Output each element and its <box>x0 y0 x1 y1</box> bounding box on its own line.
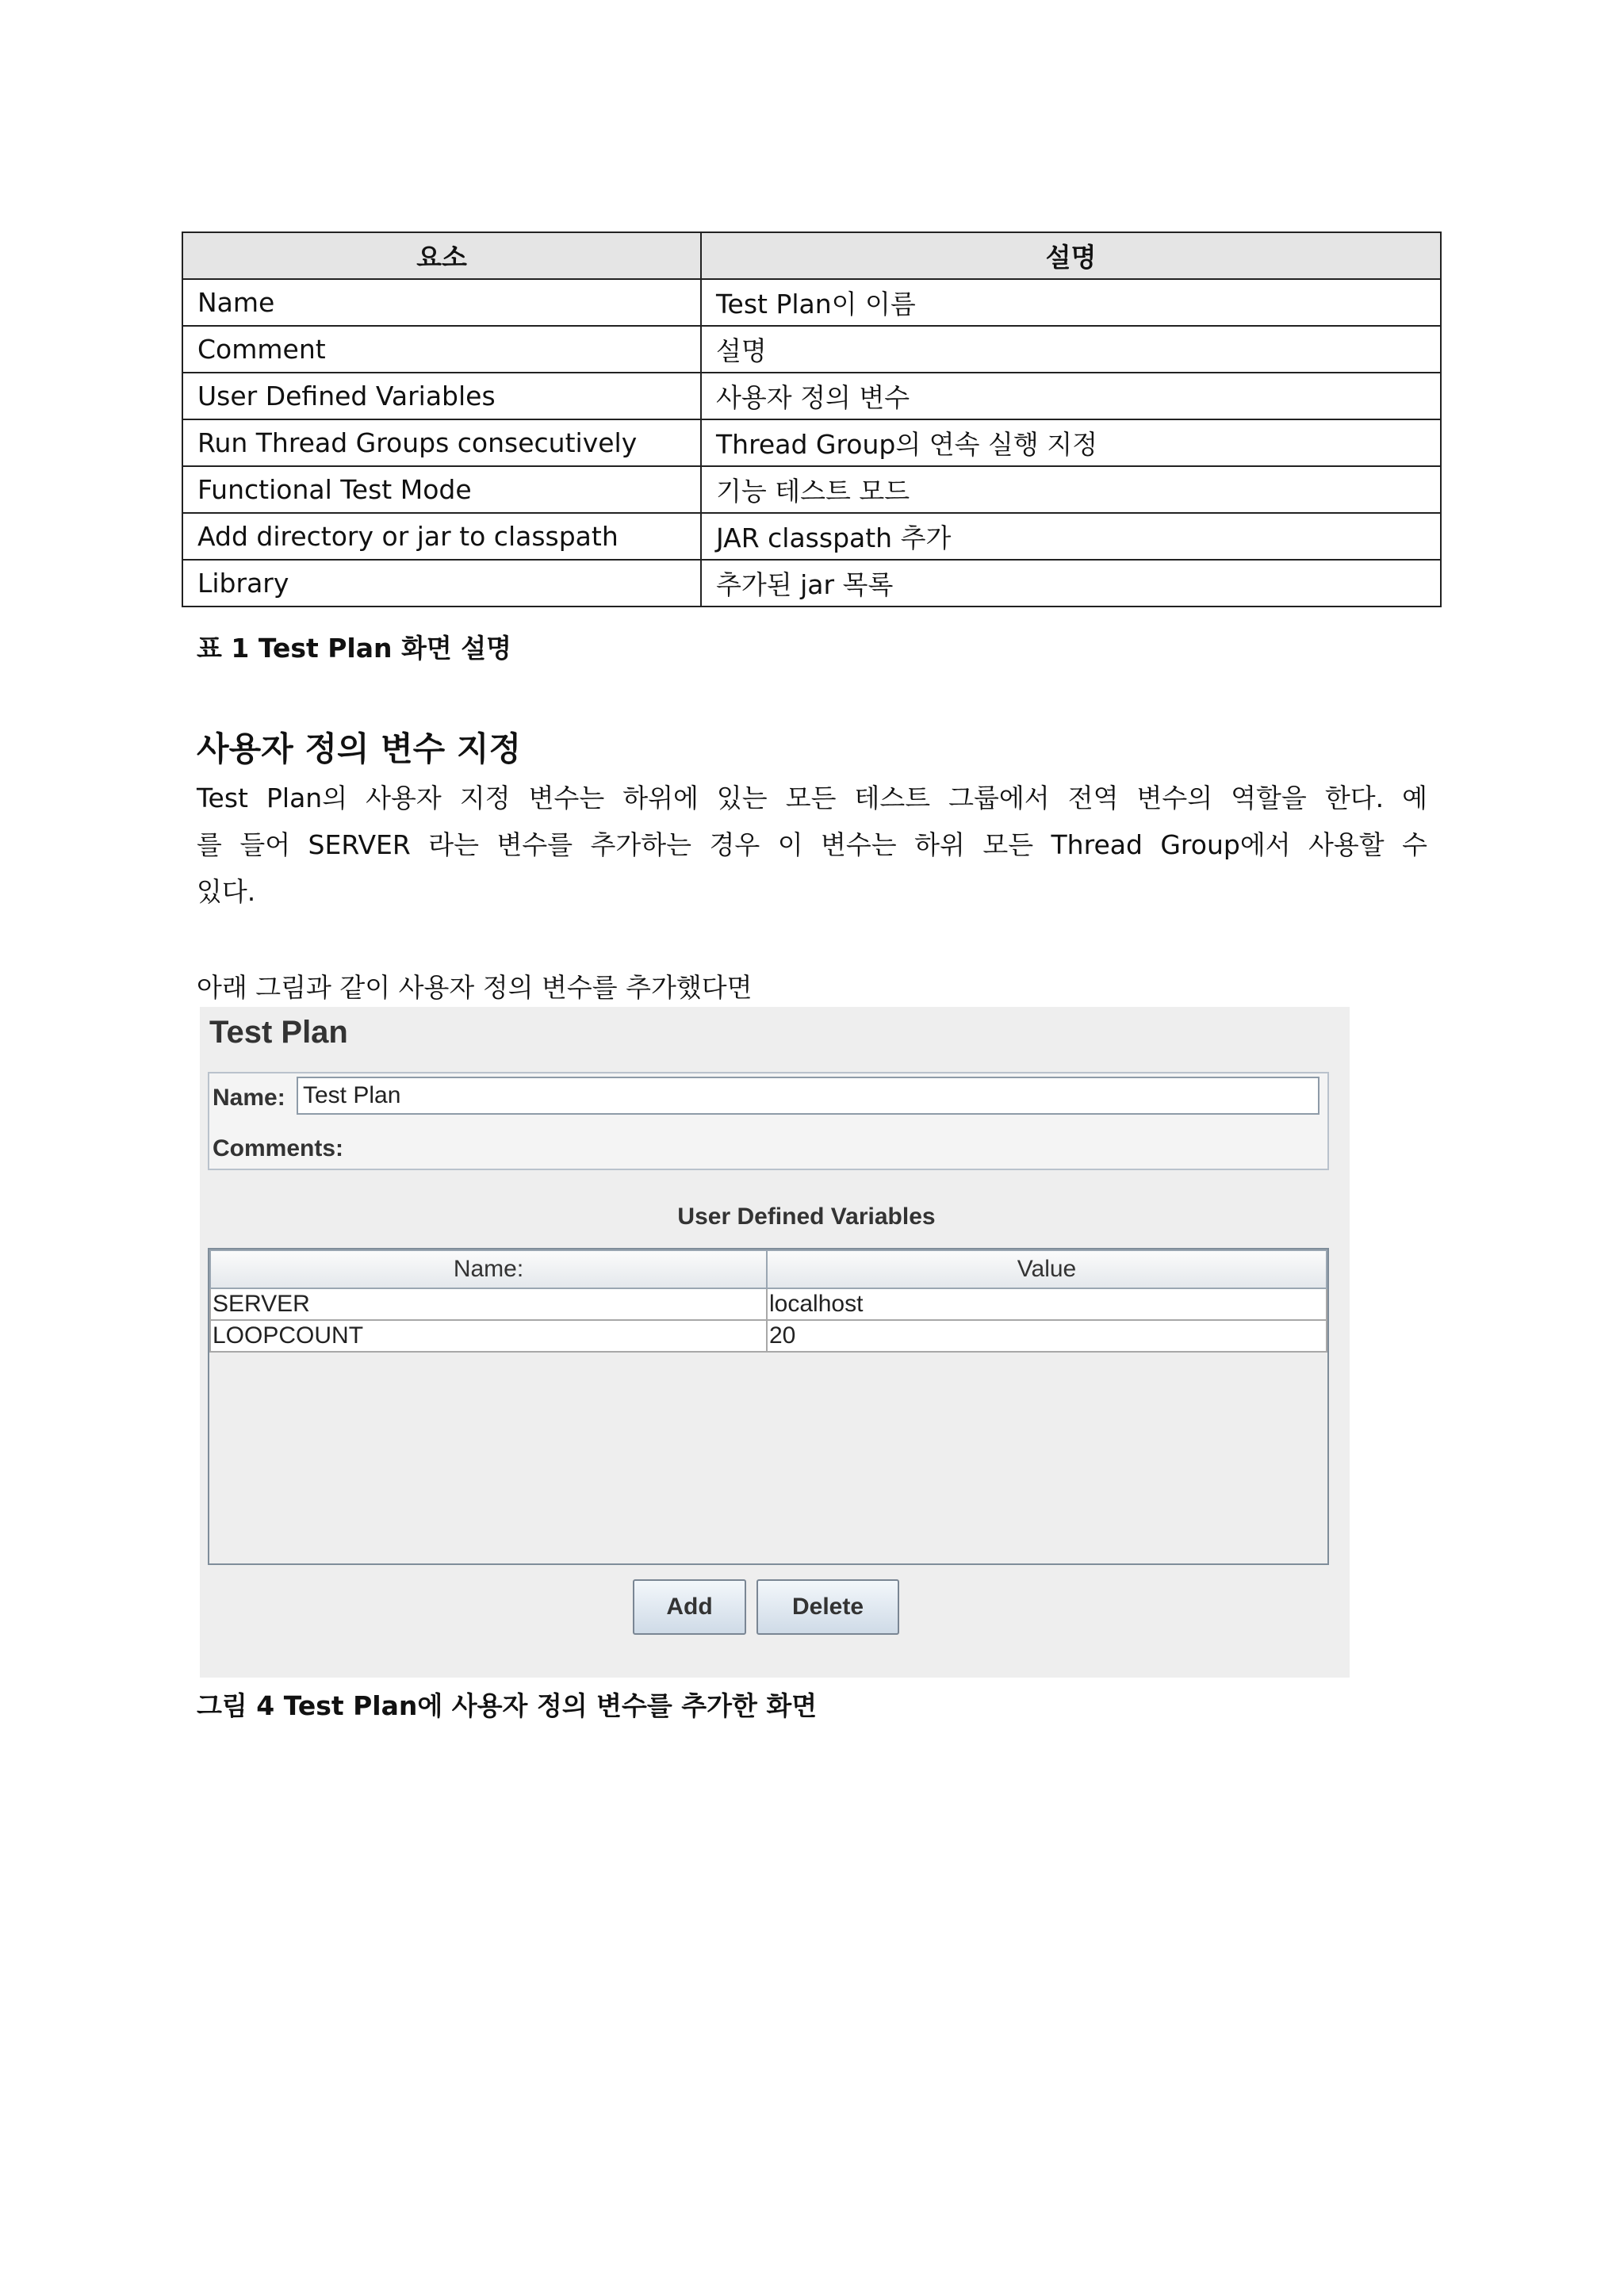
element-cell: User Defined Variables <box>182 373 701 419</box>
variable-value-cell[interactable]: 20 <box>767 1320 1327 1352</box>
column-header-name[interactable]: Name: <box>210 1250 767 1288</box>
table-row <box>182 419 1441 466</box>
section-heading: 사용자 정의 변수 지정 <box>197 729 522 768</box>
table-caption: 표 1 Test Plan 화면 설명 <box>197 633 511 664</box>
name-comments-panel <box>208 1072 1329 1170</box>
variable-value-cell[interactable]: localhost <box>767 1288 1327 1320</box>
description-cell: JAR classpath 추가 <box>701 513 1441 560</box>
variables-header-row <box>210 1250 1327 1288</box>
element-cell: Functional Test Mode <box>182 466 701 513</box>
table-row <box>182 466 1441 513</box>
paragraph-line: 있다. <box>197 876 256 907</box>
description-cell: Thread Group의 연속 실행 지정 <box>701 419 1441 466</box>
element-cell: Library <box>182 560 701 607</box>
table-row <box>182 560 1441 607</box>
table-row <box>182 373 1441 419</box>
table-header-row <box>182 232 1441 279</box>
table-row[interactable] <box>210 1320 1327 1352</box>
name-input[interactable]: Test Plan <box>297 1077 1320 1115</box>
variable-name-cell[interactable]: LOOPCOUNT <box>210 1320 767 1352</box>
jmeter-test-plan-screenshot <box>200 1007 1350 1678</box>
table-row[interactable] <box>210 1288 1327 1320</box>
element-cell: Run Thread Groups consecutively <box>182 419 701 466</box>
table-row <box>182 513 1441 560</box>
variables-table-panel <box>208 1248 1329 1565</box>
variable-name-cell[interactable]: SERVER <box>210 1288 767 1320</box>
table-row <box>182 279 1441 326</box>
header-description: 설명 <box>701 232 1441 279</box>
element-cell: Add directory or jar to classpath <box>182 513 701 560</box>
element-table <box>182 232 1442 607</box>
intro-text: 아래 그림과 같이 사용자 정의 변수를 추가했다면 <box>197 972 753 1003</box>
table-row <box>182 326 1441 373</box>
header-element: 요소 <box>182 232 701 279</box>
paragraph-line: 를 들어 SERVER 라는 변수를 추가하는 경우 이 변수는 하위 모든 Thread Group에서 사용할 수 <box>197 829 1427 860</box>
element-cell: Name <box>182 279 701 326</box>
description-cell: 사용자 정의 변수 <box>701 373 1441 419</box>
delete-button[interactable]: Delete <box>756 1579 899 1635</box>
variables-table <box>209 1249 1327 1353</box>
comments-label: Comments: <box>213 1135 344 1161</box>
description-cell: 추가된 jar 목록 <box>701 560 1441 607</box>
user-defined-variables-title: User Defined Variables <box>677 1203 936 1230</box>
column-header-value[interactable]: Value <box>767 1250 1327 1288</box>
panel-title: Test Plan <box>209 1015 348 1050</box>
description-cell: 기능 테스트 모드 <box>701 466 1441 513</box>
add-button[interactable]: Add <box>633 1579 746 1635</box>
description-cell: 설명 <box>701 326 1441 373</box>
element-cell: Comment <box>182 326 701 373</box>
figure-caption: 그림 4 Test Plan에 사용자 정의 변수를 추가한 화면 <box>197 1690 818 1721</box>
name-label: Name: <box>213 1085 285 1111</box>
description-cell: Test Plan이 이름 <box>701 279 1441 326</box>
paragraph-line: Test Plan의 사용자 지정 변수는 하위에 있는 모든 테스트 그룹에서 전역 변수의 역할을 한다. 예 <box>197 783 1427 813</box>
